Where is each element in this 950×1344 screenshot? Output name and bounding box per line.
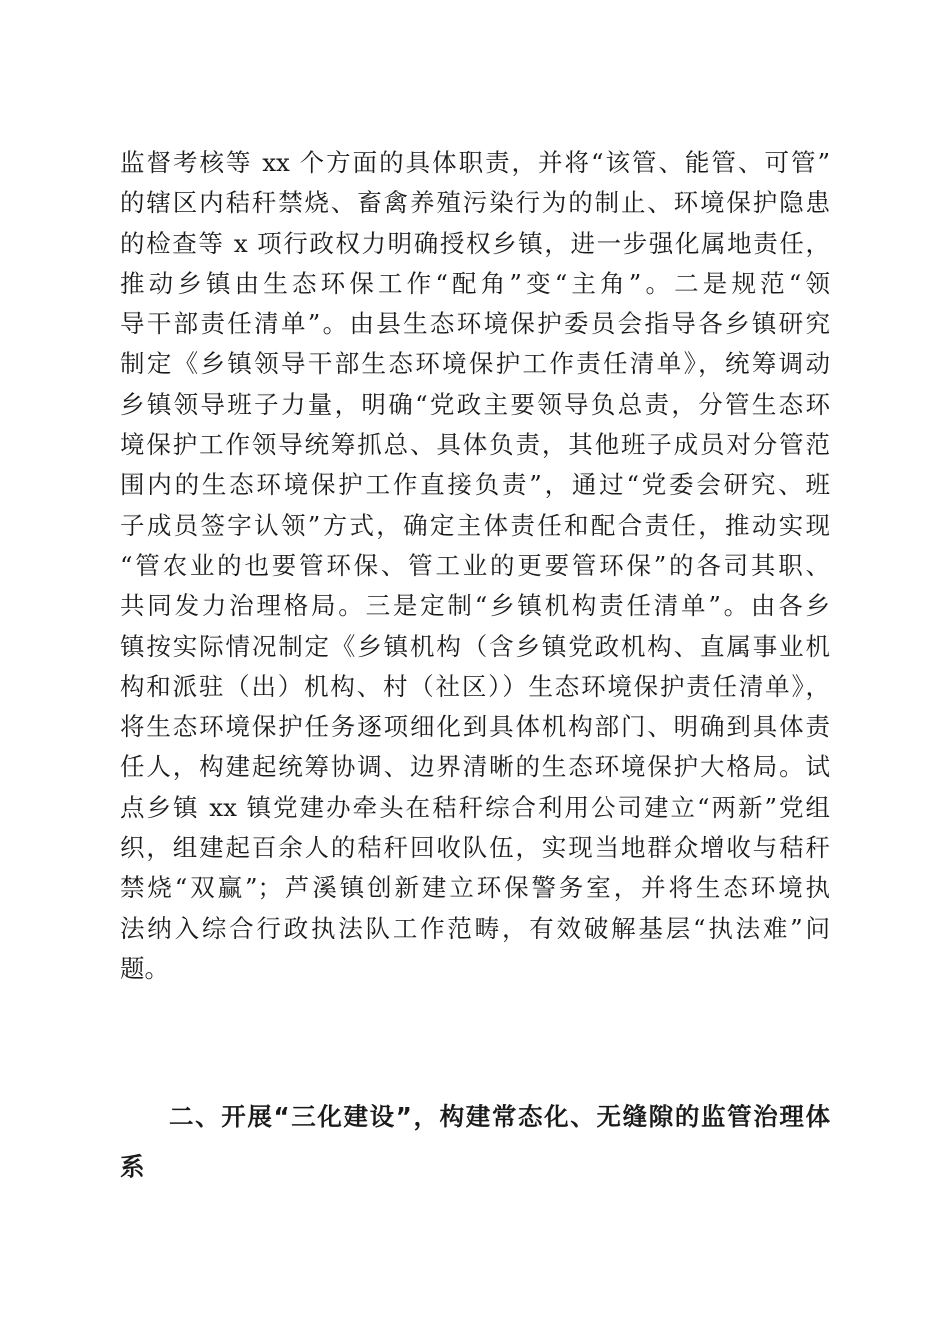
paragraph-line: 推动乡镇由生态环保工作“配角”变“主角”。二是规范“领: [120, 268, 830, 298]
paragraph-line: 禁烧“双赢”；芦溪镇创新建立环保警务室，并将生态环境执: [120, 873, 830, 903]
paragraph-line: 共同发力治理格局。三是定制“乡镇机构责任清单”。由各乡: [120, 591, 830, 621]
paragraph-line: 织，组建起百余人的秸秆回收队伍，实现当地群众增收与秸秆: [120, 833, 830, 863]
paragraph-line: 将生态环境保护任务逐项细化到具体机构部门、明确到具体责: [120, 712, 830, 742]
paragraph-line: “管农业的也要管环保、管工业的更要管环保”的各司其职、: [120, 550, 830, 580]
heading-line: 二、开展“三化建设”，构建常态化、无缝隙的监管治理体: [169, 1102, 830, 1131]
paragraph-line: 导干部责任清单”。由县生态环境保护委员会指导各乡镇研究: [120, 309, 830, 339]
paragraph-line: 任人，构建起统筹协调、边界清晰的生态环境保护大格局。试: [120, 752, 830, 782]
paragraph-line: 构和派驻（出）机构、村（社区））生态环境保护责任清单》，: [120, 671, 830, 701]
paragraph-line: 围内的生态环境保护工作直接负责”，通过“党委会研究、班: [120, 470, 830, 500]
paragraph-line: 境保护工作领导统筹抓总、具体负责，其他班子成员对分管范: [120, 430, 830, 460]
paragraph-line: 的检查等 x 项行政权力明确授权乡镇，进一步强化属地责任，: [120, 228, 830, 258]
paragraph-line: 制定《乡镇领导干部生态环境保护工作责任清单》，统筹调动: [120, 349, 830, 379]
heading-line: 系: [120, 1152, 145, 1181]
section-heading: [120, 1092, 830, 1192]
paragraph-line: 监督考核等 xx 个方面的具体职责，并将“该管、能管、可管”: [120, 148, 830, 177]
paragraph-line: 题。: [120, 953, 169, 983]
paragraph-line: 乡镇领导班子力量，明确“党政主要领导负总责，分管生态环: [120, 389, 830, 419]
paragraph-line: 子成员签字认领”方式，确定主体责任和配合责任，推动实现: [120, 510, 830, 540]
paragraph-line: 法纳入综合行政执法队工作范畴，有效破解基层“执法难”问: [120, 913, 830, 943]
body-paragraph: [120, 143, 830, 989]
paragraph-line: 镇按实际情况制定《乡镇机构（含乡镇党政机构、直属事业机: [120, 631, 830, 661]
paragraph-line: 的辖区内秸秆禁烧、畜禽养殖污染行为的制止、环境保护隐患: [120, 188, 830, 218]
paragraph-line: 点乡镇 xx 镇党建办牵头在秸秆综合利用公司建立“两新”党组: [120, 792, 830, 822]
